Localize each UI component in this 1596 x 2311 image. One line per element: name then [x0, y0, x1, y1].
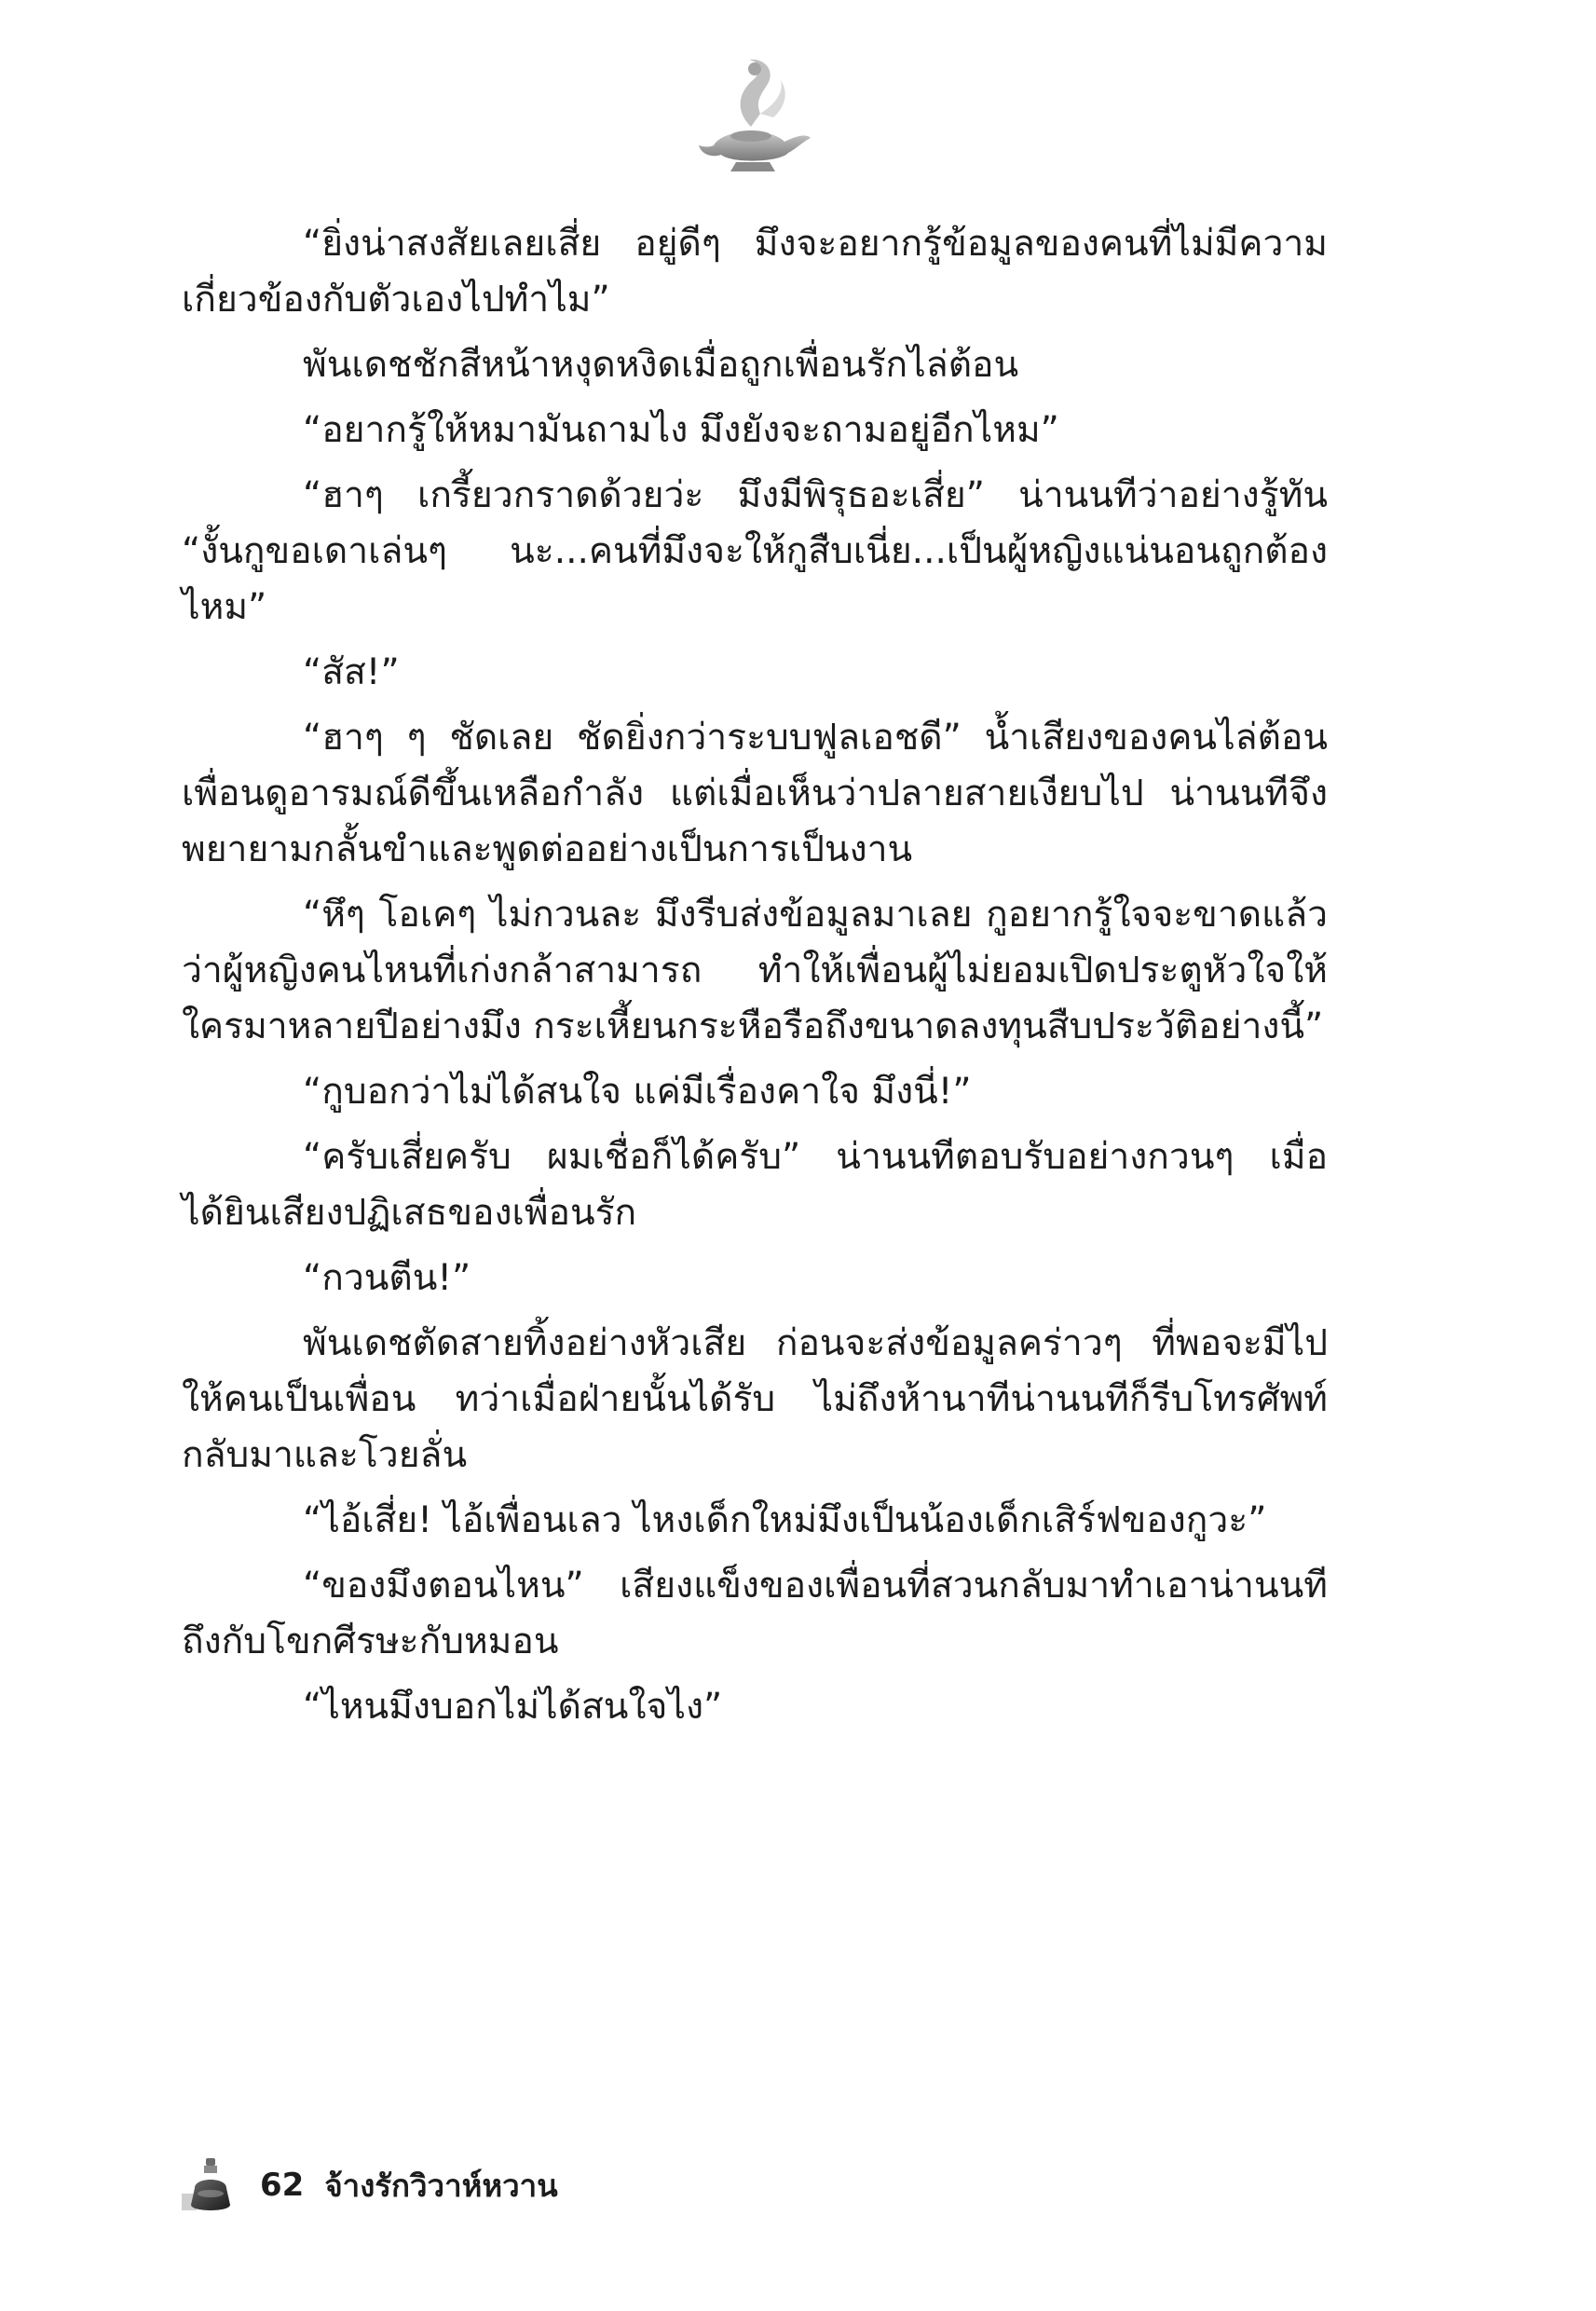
paragraph: “กวนตีน!”	[303, 1257, 471, 1299]
paragraph: “ของมึงตอนไหน” เสียงแข็งของเพื่อนที่สวนกลับมาทำเอาน่านนทีถึงกับโขกศีรษะกับหมอน	[182, 1565, 1328, 1662]
genie-lamp-icon	[695, 52, 816, 183]
paragraph: “ยิ่งน่าสงสัยเลยเสี่ย อยู่ดีๆ มึงจะอยากรู้ข้อมูลของคนที่ไม่มีความเกี่ยวข้องกับตัวเองไปทำไม”	[182, 223, 1328, 321]
paragraph: “ไหนมึงบอกไม่ได้สนใจไง”	[303, 1686, 723, 1728]
paragraph: พันเดชชักสีหน้าหงุดหงิดเมื่อถูกเพื่อนรักไล่ต้อน	[303, 344, 1019, 386]
paragraph: “ฮาๆ เกรี้ยวกราดด้วยว่ะ มึงมีพิรุธอะเสี่ย” น่านนทีว่าอย่างรู้ทัน “งั้นกูขอเดาเล่นๆ นะ...คนที่มึงจะให้กูสืบเนี่ย...เป็นผู้หญิงแน่นอนถูกต้องไหม”	[182, 474, 1328, 628]
page-number: 62	[260, 2167, 305, 2204]
paragraph: “หึๆ โอเคๆ ไม่กวนละ มึงรีบส่งข้อมูลมาเลย กูอยากรู้ใจจะขาดแล้วว่าผู้หญิงคนไหนที่เก่งกล้าสามารถ ทำให้เพื่อนผู้ไม่ยอมเปิดประตูหัวใจให้ใครมาหลายปีอย่างมึง กระเหี้ยนกระหือรือถึงขนาดลงทุนสืบประวัติอย่างนี้”	[182, 894, 1328, 1047]
paragraph: “อยากรู้ให้หมามันถามไง มึงยังจะถามอยู่อีกไหม”	[303, 409, 1059, 451]
paragraph: “สัส!”	[303, 651, 400, 693]
paragraph: “ครับเสี่ยครับ ผมเชื่อก็ได้ครับ” น่านนทีตอบรับอย่างกวนๆ เมื่อได้ยินเสียงปฏิเสธของเพื่อนรัก	[182, 1136, 1328, 1234]
body-text	[182, 216, 1328, 1744]
page-footer	[182, 2153, 558, 2218]
perfume-bottle-icon	[182, 2156, 238, 2214]
book-title: จ้างรักวิวาห์หวาน	[324, 2167, 558, 2204]
paragraph: “ไอ้เสี่ย! ไอ้เพื่อนเลว ไหงเด็กใหม่มึงเป็นน้องเด็กเสิร์ฟของกูวะ”	[303, 1499, 1267, 1541]
paragraph: “กูบอกว่าไม่ได้สนใจ แค่มีเรื่องคาใจ มึงนี่!”	[303, 1071, 972, 1113]
paragraph: “ฮาๆ ๆ ชัดเลย ชัดยิ่งกว่าระบบฟูลเอชดี” น้ำเสียงของคนไล่ต้อนเพื่อนดูอารมณ์ดีขึ้นเหลือกำลัง แต่เมื่อเห็นว่าปลายสายเงียบไป น่านนทีจึงพยายามกลั้นขำและพูดต่ออย่างเป็นการเป็นงาน	[182, 717, 1328, 870]
paragraph: พันเดชตัดสายทิ้งอย่างหัวเสีย ก่อนจะส่งข้อมูลคร่าวๆ ที่พอจะมีไปให้คนเป็นเพื่อน ทว่าเมื่อฝ่ายนั้นได้รับ ไม่ถึงห้านาทีน่านนทีก็รีบโทรศัพท์กลับมาและโวยลั่น	[182, 1322, 1328, 1476]
